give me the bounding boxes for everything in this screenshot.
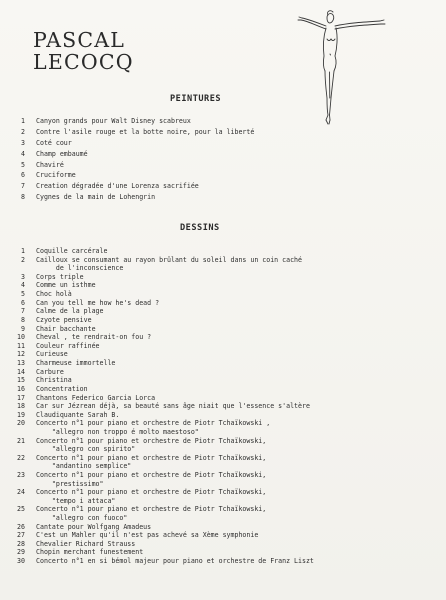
item-title: Cruciforme [36,171,76,180]
item-number: 5 [21,290,25,299]
item-title: Christina [36,376,72,385]
author-last-name: LECOCQ [33,50,134,74]
item-title: Contre l'asile rouge et la botte noire, pour la liberté [36,127,255,136]
item-title: Concerto n°1 pour piano et orchestre de Piotr Tchaïkowski, "allegro con fuoco" [36,505,267,522]
item-number: 1 [21,117,25,125]
item-number: 8 [21,315,25,324]
item-number: 5 [21,160,25,169]
item-number: 30 [17,557,25,566]
item-title: C'est un Mahler qu'il n'est pas achevé sa Xème symphonie [36,531,259,540]
item-number: 22 [17,453,25,462]
item-title: Chevalier Richard Strauss [36,539,136,548]
item-number: 6 [21,298,25,307]
item-title: Couleur raffinée [36,341,100,350]
item-number: 12 [17,350,25,359]
item-title: Concerto n°1 pour piano et orchestre de Piotr Tchaïkowski, "andantino semplice" [36,453,267,471]
item-number: 2 [21,127,25,136]
item-title: Coquille carcérale [36,247,108,255]
item-title: Chaviré [36,160,64,169]
item-title: Cailloux se consumant au rayon brûlant du soleil dans un coin caché de l'inconscience [36,255,302,273]
item-title: Creation dégradée d'une Lorenza sacrifiée [36,182,199,191]
item-title: Car sur Jézrean déjà, sa beauté sans âge niait que l'essence s'altère [36,402,310,411]
item-title: Cheval , te rendrait-on fou ? [36,333,152,342]
item-number: 7 [21,182,25,191]
item-title: Czyote pensive [36,315,92,324]
item-number: 28 [17,539,25,548]
item-number: 23 [17,471,25,479]
item-title: Champ embaumé [36,149,88,158]
author-name [33,29,134,73]
item-number: 16 [17,384,25,393]
item-number: 10 [17,333,25,342]
item-number: 29 [17,548,25,557]
section-title-peintures: PEINTURES [170,94,222,104]
item-number: 13 [17,359,25,368]
item-title: Canyon grands pour Walt Disney scabreux [36,117,191,125]
item-number: 3 [21,138,25,147]
figure-drawing-illustration [296,6,388,128]
item-title: Chair bacchante [36,324,96,333]
item-title: Claudiquante Sarah B. [36,410,120,419]
item-number: 3 [21,272,25,281]
item-number: 20 [17,419,25,428]
item-number: 24 [17,488,25,497]
item-title: Chantons Federico Garcia Lorca [36,393,156,402]
item-title: Concerto n°1 pour piano et orchestre de Piotr Tchaïkowski, "prestissimo" [36,471,267,488]
item-title: Coté cour [36,138,72,147]
item-title: Carbure [36,367,64,376]
item-number: 27 [17,531,25,540]
item-number: 2 [21,255,25,264]
item-title: Can you tell me how he's dead ? [36,298,160,307]
item-number: 8 [21,193,25,202]
item-title: Corps triple [36,272,84,281]
item-title: Choc holà [36,290,72,299]
item-title: Concerto n°1 en si bémol majeur pour piano et orchestre de Franz Liszt [36,557,314,566]
item-title: Curieuse [36,350,68,359]
item-number: 6 [21,171,25,180]
item-number: 21 [17,436,25,445]
author-first-name: PASCAL [33,28,126,52]
item-number: 26 [17,522,25,531]
item-number: 4 [21,281,25,290]
item-number: 14 [17,367,25,376]
item-number: 9 [21,324,25,333]
item-title: Comme un isthme [36,281,96,290]
item-number: 17 [17,393,25,402]
item-number: 11 [17,341,25,350]
item-title: Concerto n°1 pour piano et orchestre de Piotr Tchaïkowski, "allegro con spirito" [36,436,267,454]
item-title: Chopin merchant funestement [36,548,144,557]
item-title: Charmeuse immortelle [36,359,116,368]
item-number: 7 [21,307,25,316]
item-title: Cygnes de la main de Lohengrin [36,193,156,202]
item-number: 4 [21,149,25,158]
item-title: Cantate pour Wolfgang Amadeus [36,522,152,531]
item-number: 15 [17,376,25,385]
item-number: 18 [17,402,25,411]
section-title-dessins: DESSINS [180,223,220,233]
item-title: Concentration [36,384,88,393]
item-number: 1 [21,247,25,255]
item-title: Concerto n°1 pour piano et orchestre de Piotr Tchaïkowski, "tempo i attaca" [36,488,267,505]
item-title: Concerto n°1 pour piano et orchestre de Piotr Tchaïkowski , "allegro non troppo é molto maestoso" [36,419,271,437]
item-title: Calme de la plage [36,307,104,316]
item-number: 19 [17,410,25,419]
item-number: 25 [17,505,25,514]
